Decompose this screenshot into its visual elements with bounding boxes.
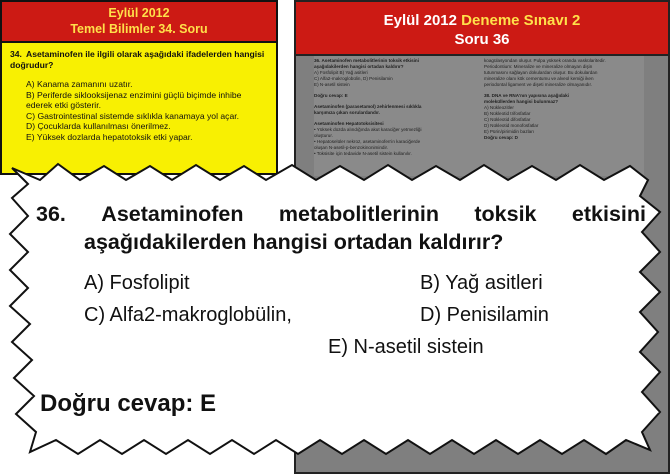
left-card-subtitle: Temel Bilimler 34. Soru (70, 22, 208, 36)
doc-line: E) N-asetil sistein (314, 82, 350, 87)
left-card-option-c: C) Gastrointestinal sistemde sıklıkla kanamaya yol açar. (26, 110, 240, 121)
main-question-word: etkisini (571, 202, 646, 226)
doc-line: D) Nükleotid monofosfatlar (484, 123, 539, 128)
left-card-option-a: A) Kanama zamanını uzatır. (26, 79, 133, 89)
answer-option-b: B) Yağ asitleri (420, 272, 543, 294)
answer-option-c: C) Alfa2-makroglobülin, (84, 304, 292, 326)
doc-line: A) Fosfolipit B) Yağ asitleri (314, 70, 368, 75)
answer-option-a: A) Fosfolipit (84, 272, 190, 294)
correct-answer: Doğru cevap: E (40, 390, 217, 417)
left-card-option-e: E) Yüksek dozlarda hepatotoksik etki yapar. (26, 131, 193, 142)
main-question-word: toksik (474, 202, 537, 226)
doc-line: oluşturur. (314, 133, 333, 138)
doc-line: mineralize olanı kök cementumu ve alveol kemiği iken (484, 76, 594, 81)
doc-line: C) Nükleotid difosfatlar (484, 117, 531, 122)
doc-line: 38. DNA ve RNA'nın yapısına aşağıdaki (484, 93, 569, 98)
doc-line: • Hepatoselüler nekroz, asetaminofen'in karaciğerde (314, 139, 421, 144)
main-question-line2: aşağıdakilerden hangisi ortadan kaldırır? (84, 230, 504, 254)
doc-line: tutunmasını sağlayan dokulardan oluşur. Bu dokulardan (484, 70, 598, 75)
doc-line: E) Pürin/pirimidin bazları (484, 129, 535, 134)
doc-line: moleküllerden hangisi bulunmaz? (484, 99, 559, 104)
left-card-question-number: 34. (10, 49, 22, 59)
doc-line: periodontal ligament ve dişeti mineralize olmayanıdır. (484, 82, 593, 87)
doc-line: C) Alfa2-makroglobülin, D) Penisilamin (314, 76, 393, 81)
doc-line: Doğru cevap: E (314, 93, 348, 98)
main-question-word: metabolitlerinin (278, 202, 439, 226)
right-card-subtitle: Soru 36 (454, 31, 510, 48)
main-question (36, 200, 646, 256)
main-question-word: Asetaminofen (101, 202, 244, 226)
left-card-title: Eylül 2012 (108, 6, 170, 20)
main-question-number: 36. (36, 202, 66, 226)
doc-line: Asetaminofen (parasetamol) zehirlenmesi sıklıkla (314, 104, 422, 109)
answer-option-e: E) N-asetil sistein (328, 336, 484, 358)
left-card-question-body: Asetaminofen ile ilgili olarak aşağıdaki ifadelerden hangisi doğrudur? (10, 49, 265, 70)
doc-line: Periodontium: Mineralize ve mineralize olmayan dişin (484, 64, 593, 69)
doc-line: aşağıdakilerden hangisi ortadan kaldırır? (314, 64, 404, 69)
doc-line: koagülasyondan oluşur. Pulpa yüksek oranda vaskülaritedir. (484, 58, 606, 63)
main-question-line1 (36, 200, 646, 228)
doc-line: Doğru cevap: D (484, 135, 518, 140)
answer-option-d: D) Penisilamin (420, 304, 549, 326)
left-card-option-d: D) Çocuklarda kullanılması önerilmez. (26, 121, 171, 131)
right-card-title-exam: Deneme Sınavı 2 (461, 12, 581, 29)
doc-line: oluşan N-asetil-p-benzokinonimindir. (314, 145, 389, 150)
left-card-option-b: B) Periferde siklooksijenaz enzimini güçlü biçimde inhibe ederek etki gösterir. (26, 89, 242, 110)
doc-line: A) Nükleozitler (484, 105, 514, 110)
doc-line: Asetaminofen Hepatotoksisitesi (314, 121, 384, 126)
doc-line: B) Nükleotid trifosfatlar (484, 111, 531, 116)
doc-line: karşımıza çıkan sorulardandır. (314, 110, 380, 115)
doc-line: 36. Asetaminofen metabolitlerinin toksik etkisini (314, 58, 420, 63)
doc-line: • Toksisite için tedavide N-asetil sistein kullanılır. (314, 151, 412, 156)
right-card-title-year: Eylül 2012 (383, 12, 462, 29)
doc-line: • Yüksek dozda alındığında akut karaciğer yetmezliği (314, 127, 422, 132)
